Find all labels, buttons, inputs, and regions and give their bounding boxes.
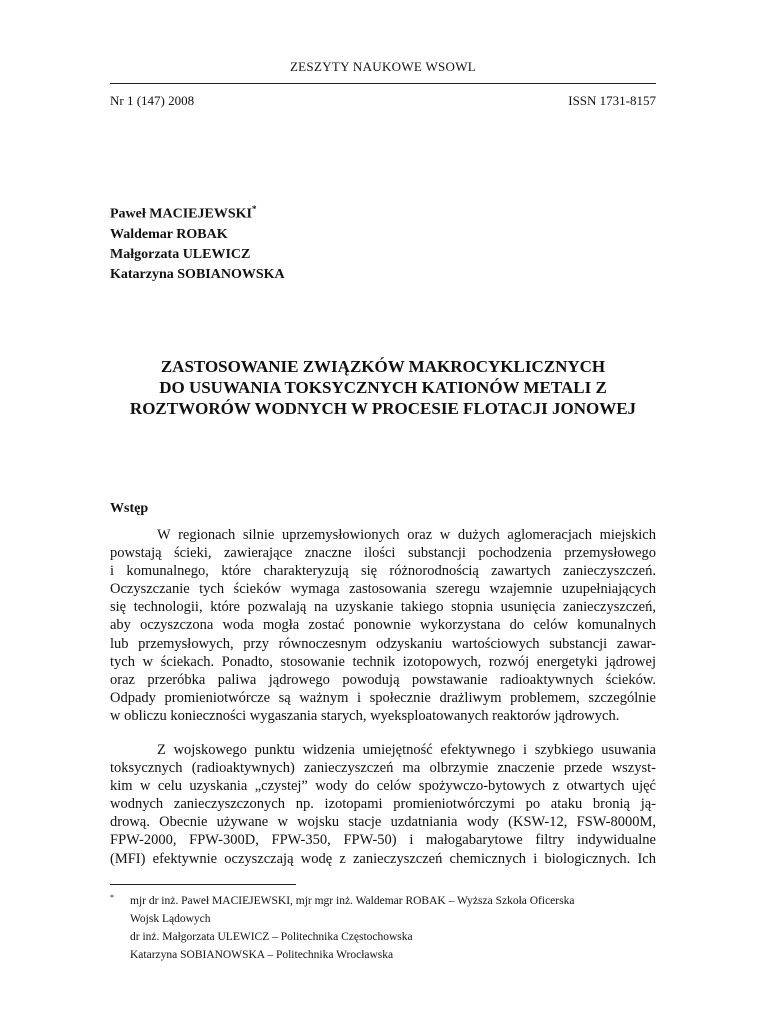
text-line: (MFI) efektywnie oczyszczają wodę z zanieczyszczeń chemicznych i biologicznych. Ich [110, 850, 656, 867]
text-line: tych w ściekach. Ponadto, stosowanie technik izotopowych, rozwój energetyki jądrowej [110, 653, 656, 670]
author-name: Małgorzata ULEWICZ [110, 246, 251, 262]
text-line: drową. Obecnie używane w wojsku stacje uzdatniania wody (KSW-12, FSW-8000M, [110, 814, 656, 831]
issn: ISSN 1731-8157 [568, 93, 656, 108]
text-line: Odpady promieniotwórcze są ważnym i społecznie drażliwym problemem, szczególnie [110, 689, 656, 706]
footnote-marker: * [251, 204, 257, 214]
text-line: wodnych zanieczyszczonych np. izotopami promieniotwórczymi po ataku bronią ją- [110, 796, 656, 813]
text-line: Z wojskowego punktu widzenia umiejętność efektywnego i szybkiego usuwania [157, 742, 656, 758]
title-line: ROZTWORÓW WODNYCH W PROCESIE FLOTACJI JONOWEJ [129, 399, 637, 418]
text-line: lub przemysłowych, przy równoczesnym odzyskaniu wartościowych substancji zawar- [110, 635, 656, 652]
author-name: Paweł MACIEJEWSKI* [110, 204, 257, 222]
text-line: kim w celu uzyskania „czystej” wody do celów spożywczo-bytowych z otwartych ujęć [110, 778, 656, 795]
text-line: w obliczu konieczności wygaszania starych, wyeksploatowanych reaktorów jądrowych. [110, 707, 620, 724]
footnote-line: Wojsk Lądowych [130, 913, 211, 925]
footnote-line: dr inż. Małgorzata ULEWICZ – Politechnika Częstochowska [130, 931, 413, 943]
author-name: Waldemar ROBAK [110, 226, 228, 242]
author-list [110, 199, 285, 285]
title-line: DO USUWANIA TOKSYCZNYCH KATIONÓW METALI Z [159, 378, 607, 397]
paragraph-2 [110, 741, 656, 868]
text-line: powstają ścieki, zawierające znaczne ilości substancji pochodzenia przemysłowego [110, 545, 656, 562]
footnote-rule [110, 884, 296, 885]
text-line: i komunalnego, które charakteryzują się różnorodnością zawartych zanieczyszczeń. [110, 563, 656, 580]
footnote-line: Katarzyna SOBIANOWSKA – Politechnika Wrocławska [130, 949, 394, 961]
text-line: W regionach silnie uprzemysłowionych oraz w dużych aglomeracjach miejskich [157, 527, 656, 543]
author-name: Katarzyna SOBIANOWSKA [110, 266, 285, 282]
text-line: się technologii, które pozwalają na uzyskanie takiego stopnia usunięcia zanieczyszczeń, [110, 599, 656, 616]
header-rule [110, 83, 656, 84]
paragraph-1 [110, 526, 656, 725]
title-line: ZASTOSOWANIE ZWIĄZKÓW MAKROCYKLICZNYCH [160, 357, 606, 376]
text-line: Oczyszczanie tych ścieków wymaga zastosowania szeregu wzajemnie uzupełniających [110, 581, 656, 598]
text-line: FPW-2000, FPW-300D, FPW-350, FPW-50) i małogabarytowe filtry indywidualne [110, 832, 656, 849]
text-line: oraz przeróbka paliwa jądrowego powodują powstawanie radioaktywnych ścieków. [110, 671, 656, 688]
text-line: aby oczyszczona woda mogła zostać ponownie wykorzystana do celów komunalnych [110, 617, 656, 634]
paper-title [100, 356, 666, 419]
footnote-line: mjr dr inż. Paweł MACIEJEWSKI, mjr mgr inż. Waldemar ROBAK – Wyższa Szkoła Oficerska [130, 895, 575, 907]
journal-name: ZESZYTY NAUKOWE WSOWL [289, 59, 477, 74]
section-heading: Wstęp [110, 501, 149, 516]
footnote [110, 892, 656, 964]
issue-number: Nr 1 (147) 2008 [110, 93, 195, 108]
footnote-marker: * [110, 893, 114, 902]
text-line: toksycznych (radioaktywnych) zanieczyszczeń ma olbrzymie znaczenie przede wszyst- [110, 760, 656, 777]
